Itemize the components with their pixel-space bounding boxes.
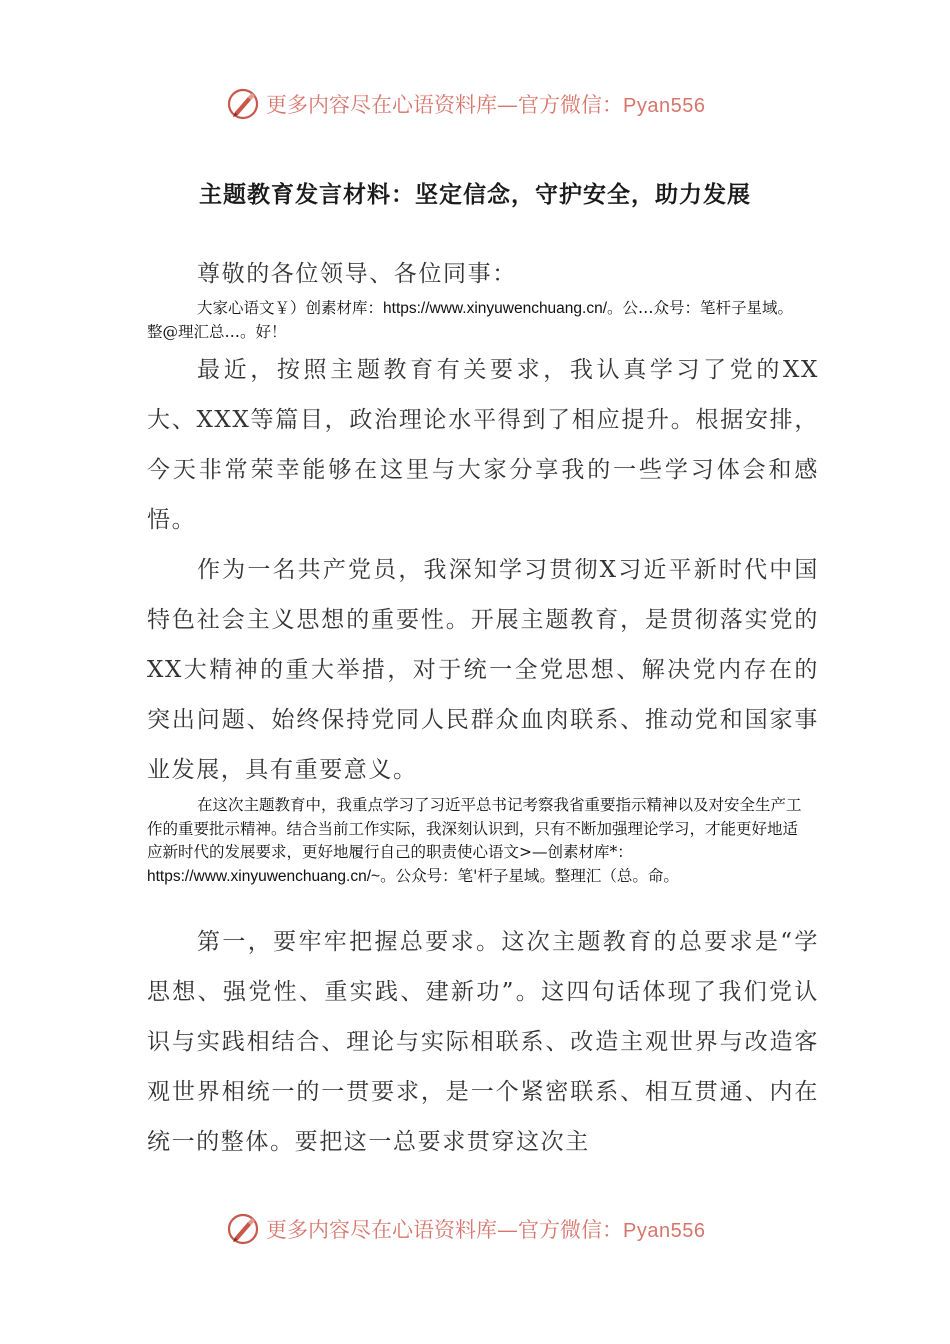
note-2-prefix: 在这次主题教育中，我重点学习了习近平总书记考察我省重要指示精神以及对安全生产工作的重要批示精神。结合当前工作实际，我深刻认识到，只有不断加强理论学习，才能更好地适应新时代的发展要求，更好地履行自己的职责使心语文>—创素材库*： [147, 796, 802, 861]
note-1-url: https://www.xinyuwenchuang.cn/ [383, 300, 608, 317]
note-1-prefix: 大家心语文￥）创素材库： [197, 299, 384, 317]
pen-logo-icon [226, 87, 260, 121]
watermark-note-2 [147, 794, 807, 888]
banner-wechat-id: Pyan556 [623, 1220, 706, 1242]
paragraph-2: 作为一名共产党员，我深知学习贯彻X习近平新时代中国特色社会主义思想的重要性。开展主题教育，是贯彻落实党的XX大精神的重大举措，对于统一全党思想、解决党内存在的突出问题、始终保持党同人民群众血肉联系、推动党和国家事业发展，具有重要意义。 [147, 557, 819, 783]
paragraph-3: 第一，要牢牢把握总要求。这次主题教育的总要求是“学思想、强党性、重实践、建新功”。这四句话体现了我们党认识与实践相结合、理论与实际相联系、改造主观世界与改造客观世界相统一的一贯要求，是一个紧密联系、相互贯通、内在统一的整体。要把这一总要求贯穿这次主 [147, 929, 819, 1155]
greeting-line: 尊敬的各位领导、各位同事： [197, 261, 517, 287]
watermark-note-1 [147, 297, 807, 344]
pen-logo-icon [226, 1212, 260, 1246]
document-title: 主题教育发言材料：坚定信念，守护安全，助力发展 [199, 181, 751, 208]
banner-slogan: 更多内容尽在心语资料库—官方微信： [266, 1218, 623, 1242]
paragraph-1: 最近，按照主题教育有关要求，我认真学习了党的XX大、XXX等篇目，政治理论水平得到了相应提升。根据安排，今天非常荣幸能够在这里与大家分享我的一些学习体会和感悟。 [147, 357, 819, 533]
note-2-suffix: 。公众号：笔'杆子星域。整理汇（总。命。 [380, 866, 679, 885]
banner-text [266, 88, 705, 122]
banner-wechat-id: Pyan556 [623, 95, 706, 117]
note-2-url: https://www.xinyuwenchuang.cn/~ [147, 867, 381, 885]
banner-slogan: 更多内容尽在心语资料库—官方微信： [266, 93, 623, 117]
note-1-suffix: 。公…众号：笔杆子星域。整@理汇总…。好！ [147, 299, 794, 341]
header-banner [0, 83, 950, 127]
footer-banner [0, 1208, 950, 1252]
banner-text [266, 1213, 705, 1247]
